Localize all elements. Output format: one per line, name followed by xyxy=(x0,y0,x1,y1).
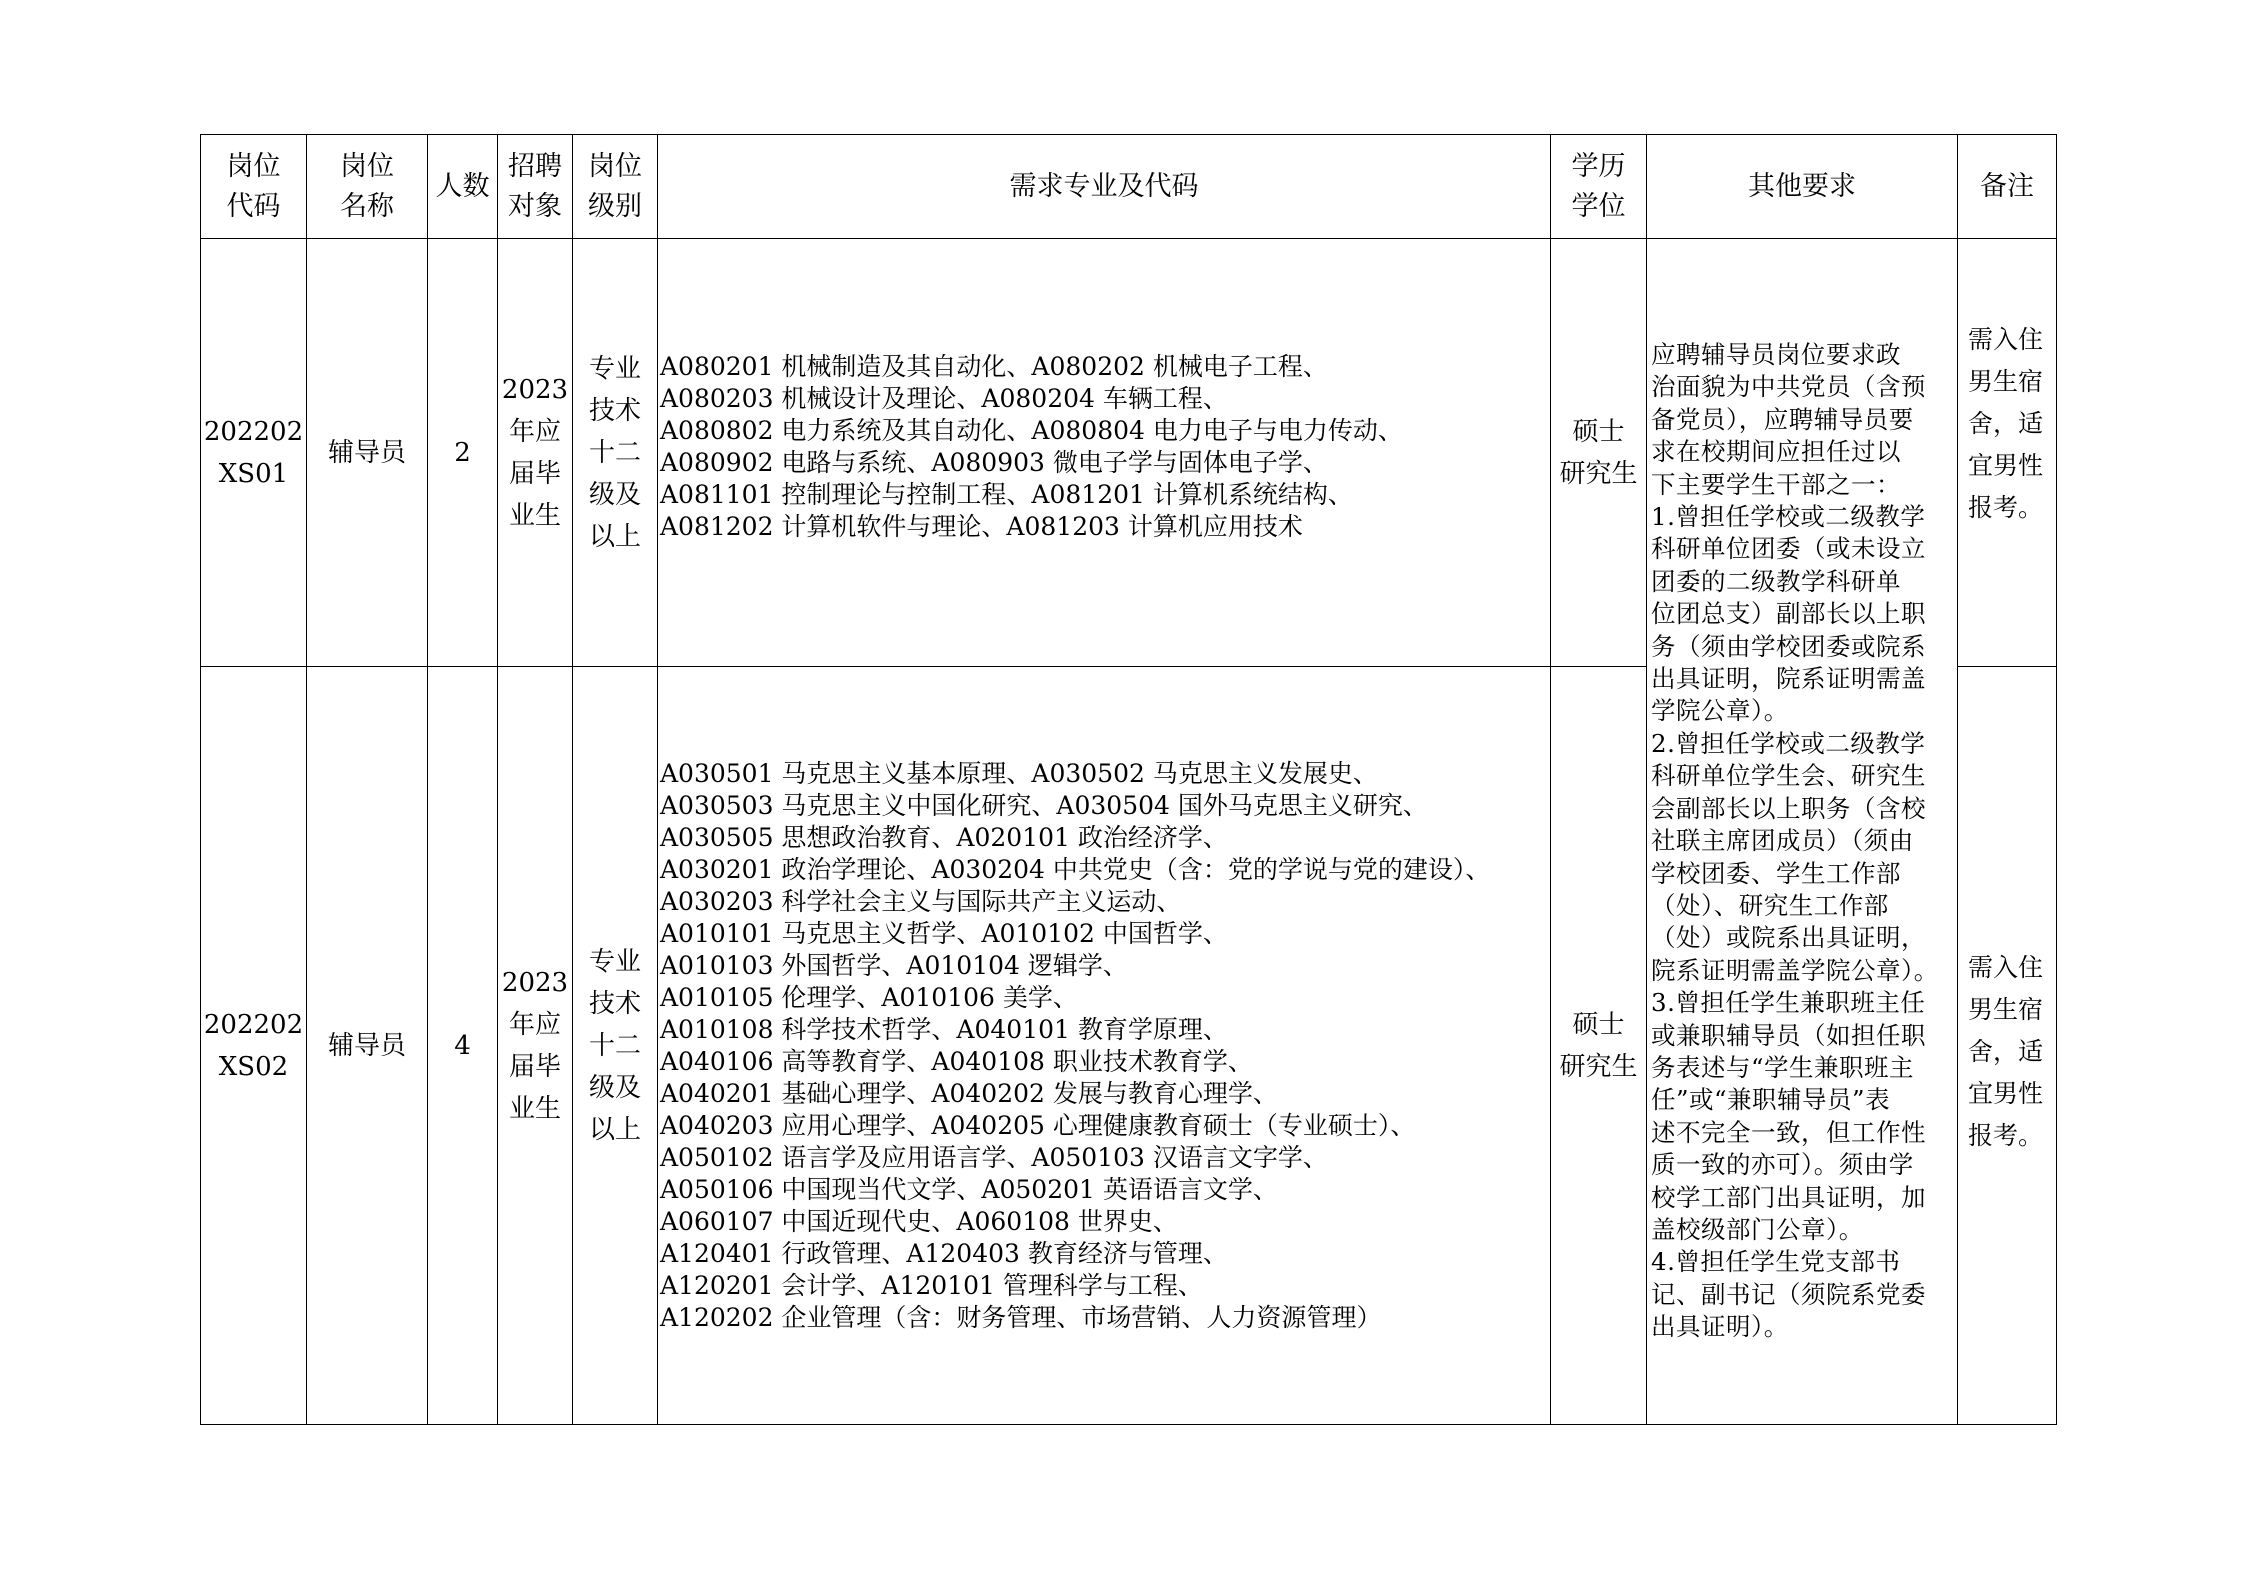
header-remark xyxy=(1958,135,2057,239)
requirement-line: 记、副书记（须院系党委 xyxy=(1651,1279,1926,1309)
remark-line: 宜男性 xyxy=(1968,1079,2044,1108)
level-line: 十二 xyxy=(588,437,641,468)
remark-line: 报考。 xyxy=(1968,1121,2044,1150)
degree-line: 研究生 xyxy=(1559,458,1638,489)
requirement-line: 1.曾担任学校或二级教学 xyxy=(1651,502,1926,532)
header-code-text: 岗位代码 xyxy=(226,150,281,222)
target-line: 年应 xyxy=(508,1009,561,1040)
requirement-line: 会副部长以上职务（含校 xyxy=(1651,793,1926,823)
position-name: 辅导员 xyxy=(307,667,428,1425)
position-count: 2 xyxy=(428,239,498,667)
major-line: A010105 伦理学、A010106 美学、 xyxy=(660,982,1078,1012)
remark-line: 男生宿 xyxy=(1968,367,2044,396)
major-line: A030505 思想政治教育、A020101 政治经济学、 xyxy=(660,822,1228,852)
major-line: A040106 高等教育学、A040108 职业技术教育学、 xyxy=(660,1046,1253,1076)
major-line: A030203 科学社会主义与国际共产主义运动、 xyxy=(660,886,1182,916)
major-line: A030501 马克思主义基本原理、A030502 马克思主义发展史、 xyxy=(660,758,1378,788)
requirement-line: 社联主席团成员）（须由 xyxy=(1651,826,1914,856)
requirement-line: 出具证明，院系证明需盖 xyxy=(1651,664,1926,694)
major-line: A030201 政治学理论、A030204 中共党史（含：党的学说与党的建设）、 xyxy=(660,854,1491,884)
requirement-line: 院系证明需盖学院公章）。 xyxy=(1651,955,1939,985)
header-other-text: 其他要求 xyxy=(1748,170,1856,202)
major-line: A050102 语言学及应用语言学、A050103 汉语言文字学、 xyxy=(660,1142,1328,1172)
table-row xyxy=(201,239,2057,667)
level-line: 级及 xyxy=(588,479,641,510)
requirement-line: 质一致的亦可）。须由学 xyxy=(1651,1150,1914,1180)
position-name: 辅导员 xyxy=(307,239,428,667)
remark-line: 报考。 xyxy=(1968,493,2044,522)
requirement-line: 下主要学生干部之一： xyxy=(1651,469,1901,499)
position-code-line: XS02 xyxy=(218,1051,289,1082)
level-line: 专业 xyxy=(588,946,641,977)
requirement-line: 治面貌为中共党员（含预 xyxy=(1651,372,1926,402)
level-line: 十二 xyxy=(588,1030,641,1061)
degree-line: 硕士 xyxy=(1572,1009,1625,1040)
target-line: 届毕 xyxy=(508,458,561,489)
remark-line: 舍，适 xyxy=(1968,409,2044,438)
position-level xyxy=(573,239,658,667)
requirement-line: 盖校级部门公章）。 xyxy=(1651,1214,1864,1244)
header-degree-text: 学历学位 xyxy=(1571,150,1626,222)
requirement-line: 学校团委、学生工作部 xyxy=(1651,858,1901,888)
position-count: 4 xyxy=(428,667,498,1425)
major-line: A040201 基础心理学、A040202 发展与教育心理学、 xyxy=(660,1078,1278,1108)
header-degree xyxy=(1551,135,1647,239)
remark-line: 男生宿 xyxy=(1968,995,2044,1024)
requirement-line: 科研单位团委（或未设立 xyxy=(1651,534,1926,564)
remark-line: 舍，适 xyxy=(1968,1037,2044,1066)
major-line: A010101 马克思主义哲学、A010102 中国哲学、 xyxy=(660,918,1228,948)
major-line: A030503 马克思主义中国化研究、A030504 国外马克思主义研究、 xyxy=(660,790,1428,820)
target-line: 2023 xyxy=(501,967,569,998)
level-line: 以上 xyxy=(588,521,641,552)
header-majors xyxy=(658,135,1551,239)
level-line: 技术 xyxy=(588,988,641,1019)
major-line: A120202 企业管理（含：财务管理、市场营销、人力资源管理） xyxy=(660,1302,1382,1332)
requirement-line: 位团总支）副部长以上职 xyxy=(1651,599,1926,629)
header-row xyxy=(201,135,2057,239)
header-level-text: 岗位级别 xyxy=(588,150,642,222)
requirement-line: 3.曾担任学生兼职班主任 xyxy=(1651,988,1926,1018)
required-majors xyxy=(658,239,1551,667)
major-line: A120401 行政管理、A120403 教育经济与管理、 xyxy=(660,1238,1228,1268)
header-count-text: 人数 xyxy=(435,170,490,202)
position-code-line: 202202 xyxy=(203,416,304,447)
target-line: 年应 xyxy=(508,416,561,447)
requirement-line: 务表述与“学生兼职班主 xyxy=(1651,1052,1915,1082)
major-line: A081202 计算机软件与理论、A081203 计算机应用技术 xyxy=(660,512,1303,541)
position-code xyxy=(201,239,307,667)
major-line: A080201 机械制造及其自动化、A080202 机械电子工程、 xyxy=(660,352,1328,381)
header-code xyxy=(201,135,307,239)
other-requirements xyxy=(1647,239,1958,1425)
degree xyxy=(1551,667,1647,1425)
major-line: A120201 会计学、A120101 管理科学与工程、 xyxy=(660,1270,1203,1300)
target-line: 业生 xyxy=(508,500,561,531)
major-line: A010103 外国哲学、A010104 逻辑学、 xyxy=(660,950,1128,980)
target-line: 届毕 xyxy=(508,1051,561,1082)
header-majors-text: 需求专业及代码 xyxy=(1009,170,1199,202)
required-majors xyxy=(658,667,1551,1425)
requirement-line: 备党员），应聘辅导员要 xyxy=(1651,404,1914,434)
position-code-line: XS01 xyxy=(218,458,289,489)
remark-line: 需入住 xyxy=(1968,325,2044,354)
major-line: A080802 电力系统及其自动化、A080804 电力电子与电力传动、 xyxy=(660,416,1403,445)
recruitment-table xyxy=(200,134,2057,1425)
requirement-line: 2.曾担任学校或二级教学 xyxy=(1651,728,1926,758)
position-code xyxy=(201,667,307,1425)
requirement-line: 出具证明）。 xyxy=(1651,1312,1789,1342)
header-count xyxy=(428,135,498,239)
requirement-line: 校学工部门出具证明，加 xyxy=(1651,1182,1926,1212)
requirement-line: 求在校期间应担任过以 xyxy=(1651,437,1901,467)
header-name-text: 岗位名称 xyxy=(340,150,394,222)
remark xyxy=(1958,239,2057,667)
degree-line: 研究生 xyxy=(1559,1051,1638,1082)
requirement-line: （处）或院系出具证明， xyxy=(1651,923,1926,953)
requirement-line: 4.曾担任学生党支部书 xyxy=(1651,1247,1901,1277)
header-other xyxy=(1647,135,1958,239)
major-line: A080902 电路与系统、A080903 微电子学与固体电子学、 xyxy=(660,448,1328,477)
requirement-line: 科研单位学生会、研究生 xyxy=(1651,761,1926,791)
requirement-line: 学院公章）。 xyxy=(1651,696,1789,726)
target-line: 业生 xyxy=(508,1093,561,1124)
requirement-line: 务（须由学校团委或院系 xyxy=(1651,631,1926,661)
target-line: 2023 xyxy=(501,374,569,405)
level-line: 专业 xyxy=(588,353,641,384)
remark xyxy=(1958,667,2057,1425)
major-line: A040203 应用心理学、A040205 心理健康教育硕士（专业硕士）、 xyxy=(660,1110,1416,1140)
level-line: 级及 xyxy=(588,1072,641,1103)
requirement-line: 或兼职辅导员（如担任职 xyxy=(1651,1020,1926,1050)
other-requirements-text xyxy=(1647,239,1957,1344)
degree xyxy=(1551,239,1647,667)
level-line: 以上 xyxy=(588,1114,641,1145)
major-line: A081101 控制理论与控制工程、A081201 计算机系统结构、 xyxy=(660,480,1353,509)
requirement-line: 应聘辅导员岗位要求政 xyxy=(1651,340,1901,369)
major-line: A050106 中国现当代文学、A050201 英语语言文学、 xyxy=(660,1174,1278,1204)
header-target xyxy=(498,135,573,239)
remark-line: 需入住 xyxy=(1968,953,2044,982)
requirement-line: 任”或“兼职辅导员”表 xyxy=(1651,1085,1891,1115)
header-target-text: 招聘对象 xyxy=(508,150,562,222)
requirement-line: 团委的二级教学科研单 xyxy=(1651,566,1901,596)
major-line: A010108 科学技术哲学、A040101 教育学原理、 xyxy=(660,1014,1228,1044)
level-line: 技术 xyxy=(588,395,641,426)
recruit-target xyxy=(498,667,573,1425)
position-level xyxy=(573,667,658,1425)
remark-line: 宜男性 xyxy=(1968,451,2044,480)
recruit-target xyxy=(498,239,573,667)
degree-line: 硕士 xyxy=(1572,416,1625,447)
header-name xyxy=(307,135,428,239)
header-level xyxy=(573,135,658,239)
major-line: A060107 中国近现代史、A060108 世界史、 xyxy=(660,1206,1178,1236)
requirement-line: （处）、研究生工作部 xyxy=(1651,890,1889,920)
major-line: A080203 机械设计及理论、A080204 车辆工程、 xyxy=(660,384,1228,413)
header-remark-text: 备注 xyxy=(1980,170,2034,202)
requirement-line: 述不完全一致，但工作性 xyxy=(1651,1117,1926,1147)
position-code-line: 202202 xyxy=(203,1009,304,1040)
